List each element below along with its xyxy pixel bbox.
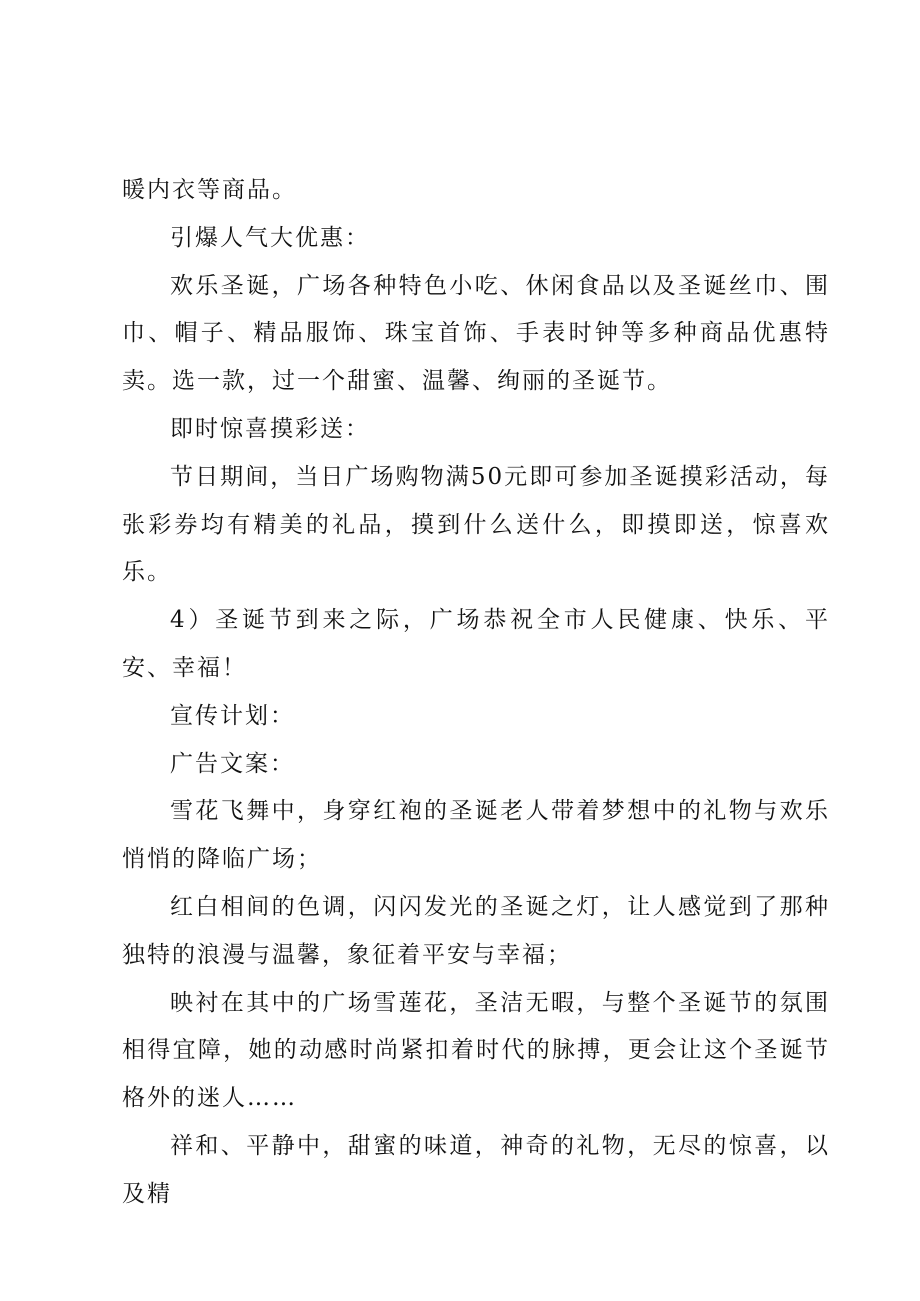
paragraph-copy-peace: 祥和、平静中，甜蜜的味道，神奇的礼物，无尽的惊喜，以及精 [122, 1132, 830, 1207]
paragraph-heading-lottery: 即时惊喜摸彩送： [170, 415, 370, 442]
document-body [122, 167, 830, 1219]
paragraph-promotion-details: 欢乐圣诞，广场各种特色小吃、休闲食品以及圣诞丝巾、围巾、帽子、精品服饰、珠宝首饰、手表时钟等多种商品优惠特卖。选一款，过一个甜蜜、温馨、绚丽的圣诞节。 [122, 272, 830, 395]
paragraph-lottery-details: 节日期间，当日广场购物满50元即可参加圣诞摸彩活动，每张彩券均有精美的礼品，摸到什么送什么，即摸即送，惊喜欢乐。 [122, 463, 830, 586]
paragraph-copy-snow: 雪花飞舞中，身穿红袍的圣诞老人带着梦想中的礼物与欢乐悄悄的降临广场； [122, 798, 830, 873]
paragraph-greeting: 4）圣诞节到来之际，广场恭祝全市人民健康、快乐、平安、幸福！ [122, 607, 830, 681]
paragraph-heading-promotion: 引爆人气大优惠： [170, 224, 370, 251]
paragraph-copy-colors: 红白相间的色调，闪闪发光的圣诞之灯，让人感觉到了那种独特的浪漫与温馨，象征着平安与幸福； [122, 893, 830, 968]
paragraph-heading-copy: 广告文案： [170, 750, 295, 777]
paragraph-copy-lotus: 映衬在其中的广场雪莲花，圣洁无暇，与整个圣诞节的氛围相得宜障，她的动感时尚紧扣着时代的脉搏，更会让这个圣诞节格外的迷人…… [122, 989, 830, 1112]
paragraph-continuation: 暖内衣等商品。 [122, 177, 297, 203]
paragraph-heading-plan: 宣传计划： [170, 702, 295, 729]
